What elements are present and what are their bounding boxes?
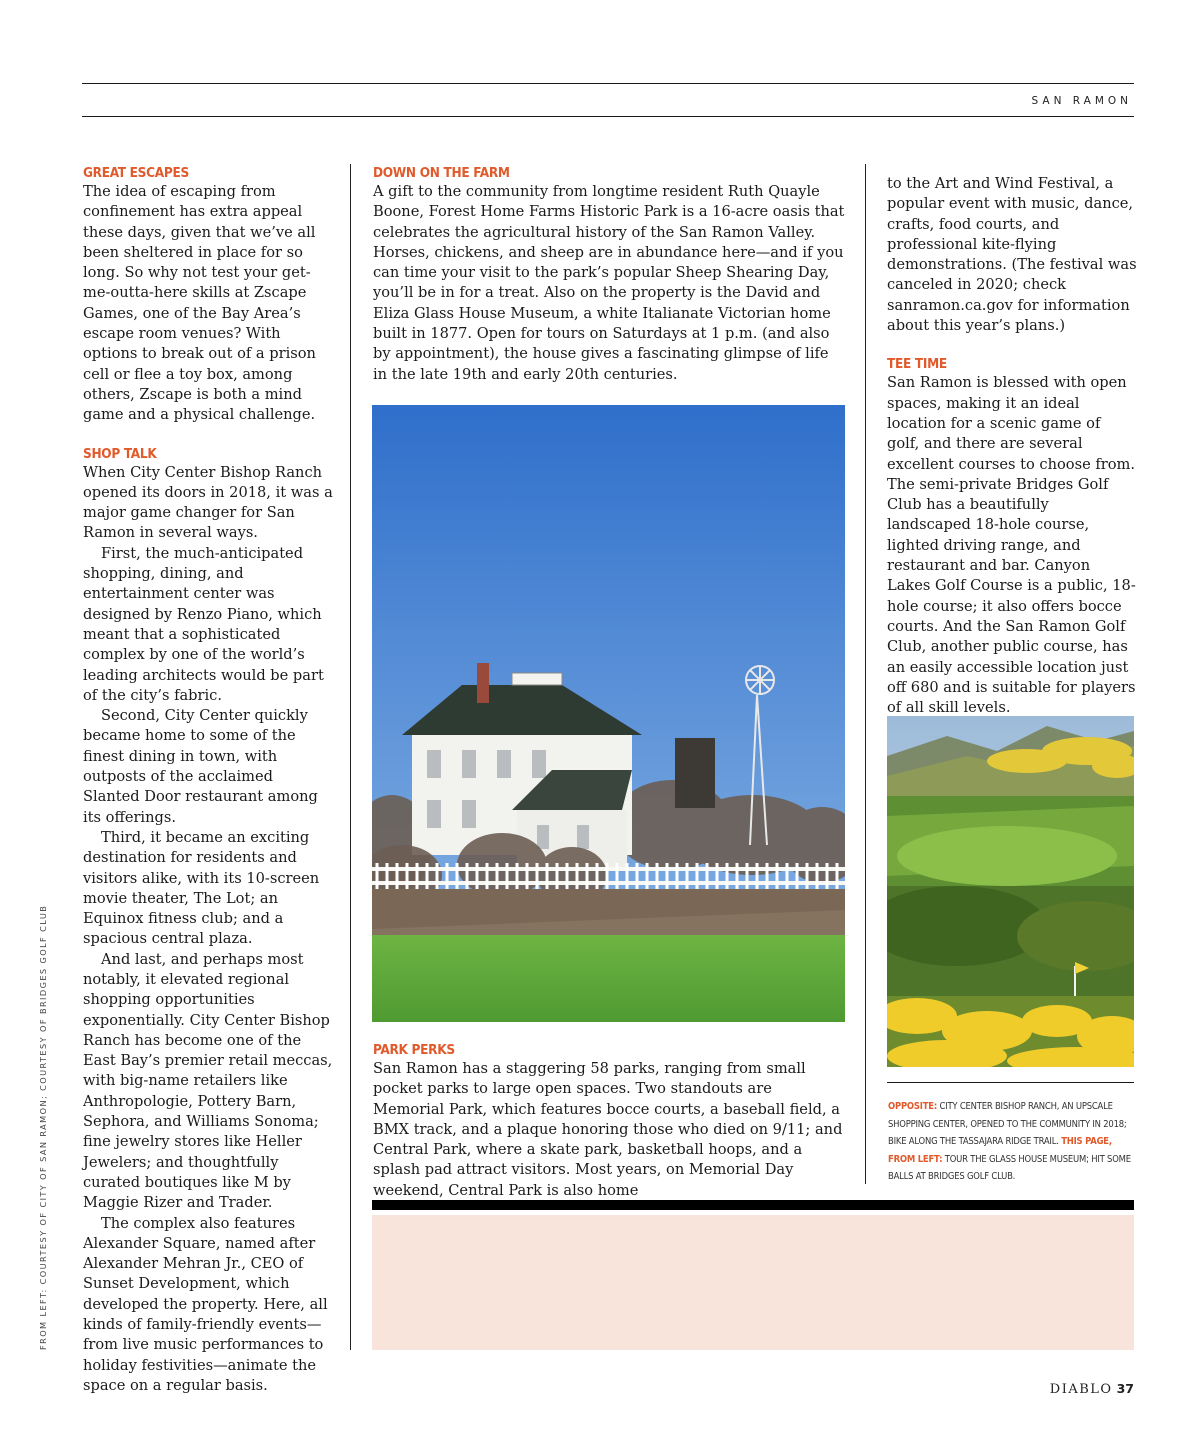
photo-credit: FROM LEFT: COURTESY OF CITY OF SAN RAMON; COURTESY OF BRIDGES GOLF CLUB bbox=[38, 904, 48, 1350]
caption-this-page-label: THIS PAGE, FROM LEFT: bbox=[888, 1136, 1112, 1165]
shop-talk-p1: When City Center Bishop Ranch opened its doors in 2018, it was a major game changer for San Ramon in several ways. bbox=[83, 463, 333, 542]
shop-talk-heading: SHOP TALK bbox=[83, 445, 157, 462]
photo-caption bbox=[888, 1098, 1136, 1186]
magazine-name: DIABLO bbox=[1049, 1382, 1113, 1397]
caption-opposite-label: OPPOSITE: bbox=[888, 1101, 937, 1112]
shop-talk-p2: First, the much-anticipated shopping, dining, and entertainment center was designed by Renzo Piano, which meant that a sophisticated complex by one of the world’s leading architects would be part of the city’s fabric. bbox=[83, 544, 324, 704]
section-label: SAN RAMON bbox=[1031, 95, 1132, 107]
tee-time-body: San Ramon is blessed with open spaces, making it an ideal location for a scenic game of golf, and there are several excellent courses to choose from. The semi-private Bridges Golf Club has a beautifully landscaped 18-hole course, lighted driving range, and restaurant and bar. Canyon Lakes Golf Course is a public, 18-hole course; it also offers bocce courts. And the San Ramon Golf Club, another public course, has an easily accessible location just off 680 and is suitable for players of all skill levels. bbox=[887, 374, 1136, 717]
down-on-the-farm-body: A gift to the community from longtime resident Ruth Quayle Boone, Forest Home Farms Historic Park is a 16-acre oasis that celebrates the agricultural history of the San Ramon Valley. Horses, chickens, and sheep are in abundance here—and if you can time your visit to the park’s popular Sheep Shearing Day, you’ll be in for a treat. Also on the property is the David and Eliza Glass House Museum, a white Italianate Victorian home built in 1877. Open for tours on Saturdays at 1 p.m. (and also by appointment), the house gives a fascinating glimpse of life in the late 19th and early 20th centuries. bbox=[373, 183, 845, 383]
glass-house-museum-photo bbox=[372, 405, 845, 1022]
shop-talk-p3: Second, City Center quickly became home to some of the finest dining in town, with outposts of the acclaimed Slanted Door restaurant among its offerings. bbox=[83, 707, 318, 826]
park-perks-body: San Ramon has a staggering 58 parks, ranging from small pocket parks to large open spaces. Two standouts are Memorial Park, which features bocce courts, a baseball field, a BMX track, and a plaque honoring those who died on 9/11; and Central Park, where a skate park, basketball hoops, and a splash pad attract visitors. Most years, on Memorial Day weekend, Central Park is also home bbox=[373, 1060, 843, 1199]
tee-time-heading: TEE TIME bbox=[887, 356, 947, 373]
page-folio bbox=[1050, 1381, 1134, 1397]
shop-talk-p5: And last, and perhaps most notably, it elevated regional shopping opportunities exponentially. City Center Bishop Ranch has become one of the East Bay’s premier retail meccas, with big-name retailers like Anthropologie, Pottery Barn, Sephora, and Williams Sonoma; fine jewelry stores like Heller Jewelers; and thoughtfully curated boutiques like M by Maggie Rizer and Trader. bbox=[83, 950, 333, 1212]
column-middle-top bbox=[373, 164, 847, 385]
peach-panel bbox=[372, 1215, 1134, 1350]
column-right bbox=[887, 174, 1137, 718]
column-divider-1 bbox=[350, 164, 351, 1350]
page-number: 37 bbox=[1116, 1381, 1134, 1396]
column-divider-2 bbox=[865, 164, 866, 1184]
caption-rule bbox=[887, 1082, 1134, 1083]
column-left bbox=[83, 164, 333, 1396]
shop-talk-p4: Third, it became an exciting destination for residents and visitors alike, with its 10-screen movie theater, The Lot; an Equinox fitness club; and a spacious central plaza. bbox=[83, 828, 320, 948]
caption-opposite-text: CITY CENTER BISHOP RANCH, AN UPSCALE SHOPPING CENTER, OPENED TO THE COMMUNITY IN 2018; BIKE ALONG THE TASSAJARA RIDGE TRAIL. bbox=[888, 1101, 1127, 1147]
great-escapes-heading: GREAT ESCAPES bbox=[83, 165, 189, 181]
top-rule bbox=[82, 83, 1134, 84]
column-middle-bottom bbox=[373, 1041, 847, 1201]
down-on-the-farm-heading: DOWN ON THE FARM bbox=[373, 165, 510, 181]
header-bottom-rule bbox=[82, 116, 1134, 117]
bridges-golf-club-photo bbox=[887, 716, 1134, 1067]
art-and-wind-continued: to the Art and Wind Festival, a popular event with music, dance, crafts, food courts, and professional kite-flying demonstrations. (The festival was canceled in 2020; check sanramon.ca.gov for information about this year’s plans.) bbox=[887, 175, 1137, 335]
caption-this-page-text: TOUR THE GLASS HOUSE MUSEUM; HIT SOME BALLS AT BRIDGES GOLF CLUB. bbox=[888, 1153, 1131, 1182]
park-perks-heading: PARK PERKS bbox=[373, 1042, 455, 1058]
black-divider-bar bbox=[372, 1200, 1134, 1210]
shop-talk-p6: The complex also features Alexander Square, named after Alexander Mehran Jr., CEO of Sunset Development, which developed the property. Here, all kinds of family-friendly events—from live music performances to holiday festivities—animate the space on a regular basis. bbox=[83, 1214, 328, 1394]
great-escapes-body: The idea of escaping from confinement has extra appeal these days, given that we’ve all been sheltered in place for so long. So why not test your get-me-outta-here skills at Zscape Games, one of the Bay Area’s escape room venues? With options to break out of a prison cell or flee a toy box, among others, Zscape is both a mind game and a physical challenge. bbox=[83, 183, 316, 424]
